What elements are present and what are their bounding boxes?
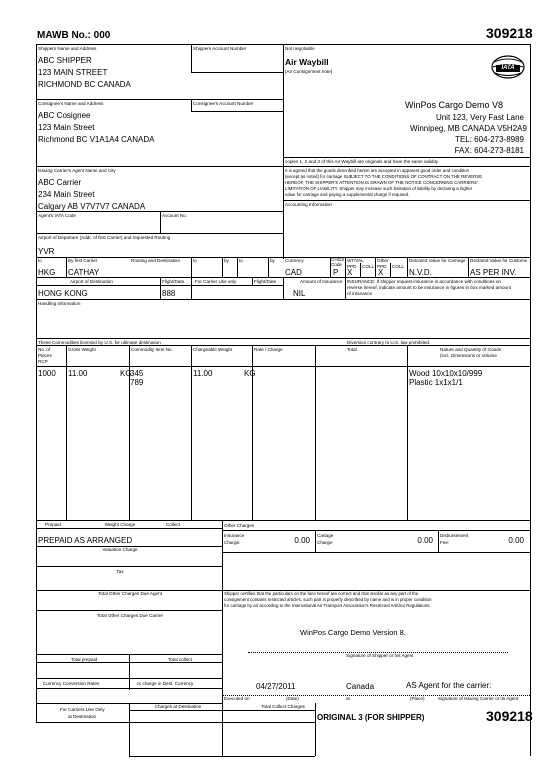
agreement-line-5: value for carriage and paying a supplemental charge if required.	[285, 192, 410, 197]
total-prepaid-tab: Total prepaid	[70, 657, 98, 662]
consignee-line-2: 123 Main Street	[38, 123, 95, 132]
destination-label: Airport of Destination	[70, 279, 113, 284]
insurance-charge-value: 0.00	[294, 536, 310, 545]
gross-weight-value: 11.00	[68, 369, 88, 378]
prepaid-tab: Prepaid	[45, 522, 61, 527]
other-value: X	[378, 268, 384, 277]
wtval-label: WT/VAL	[347, 258, 364, 263]
chargeable-weight-value: 11.00	[193, 369, 213, 378]
consignee-line-3: Richmond BC V1A1A4 CANADA	[38, 135, 155, 144]
carrier-line-1: ABC Carrier	[38, 178, 82, 187]
pieces-label-1: No. of	[38, 347, 51, 352]
shipper-signature-name: WinPos Cargo Demo Version 8.	[300, 628, 406, 637]
departure-value: YVR	[38, 247, 55, 256]
ppd2-label: PPD	[377, 264, 387, 269]
carrier-use-dest-2: at Destination	[68, 714, 97, 719]
pieces-value: 1000	[38, 369, 56, 378]
execution-place: Canada	[346, 682, 375, 691]
diversion-note: Diversion contrary to U.S. law prohibited.	[347, 340, 431, 345]
carrier-value: CATHAY	[68, 268, 100, 277]
certification-line-3: for carriage by air according to the International Air Transport Association's Restricted Articles Regulations.	[224, 603, 431, 608]
shipper-signature-label: Signature of Shipper or his Agent	[346, 653, 414, 658]
route-by3-label: by	[270, 258, 275, 263]
executed-on-label: Executed on	[224, 696, 250, 701]
chargeable-weight-unit: KG	[244, 369, 256, 378]
insurance-note-3: of insurance	[347, 291, 373, 296]
declared-customs-label: Declared Value for Customs	[470, 258, 528, 263]
account-no-label: Account No.	[162, 213, 188, 218]
commodity-value-2: 789	[130, 378, 144, 387]
first-carrier-label: By first Carrier	[68, 258, 98, 263]
charges-dest-tab: Charges at Destination	[154, 704, 202, 709]
consignment-note-label: (Air Consignment note)	[285, 69, 333, 74]
certification-line-1: Shipper certifies that the particulars on the face hereof are correct and that insofar as any part of the	[224, 591, 419, 596]
gross-weight-label: Gross Weight	[68, 347, 96, 352]
issuing-signature-label: Signature of Issuing Carrier or its Agent	[438, 696, 519, 701]
pieces-label-2: Pieces	[38, 353, 52, 358]
tax-tab: Tax	[116, 569, 124, 574]
accounting-label: Accounting Information	[285, 202, 332, 207]
coll-label: COLL	[362, 264, 375, 269]
disbursement-label-2: Fee:	[440, 540, 450, 545]
rate-label: Rate / Charge	[254, 347, 283, 352]
insurance-charge-label-1: Insurance	[224, 533, 245, 538]
route-by2-label: by	[224, 258, 229, 263]
commodity-label: Commodity Item No.	[131, 347, 173, 352]
currency-rates-tab: Currency Conversion Rates	[42, 681, 100, 686]
issuer-line-4: FAX: 604-273-8181	[454, 146, 524, 155]
commodities-note: These Commodities licensed by U.S. for ultimate destination	[38, 340, 161, 345]
chgs-value: P	[333, 268, 339, 277]
shipper-line-1: ABC SHIPPER	[38, 56, 92, 65]
departure-label: Airport of Departure (Addr. of first Carrier) and requested Routing	[38, 235, 171, 240]
flight-date2-label: Flight/Date	[254, 279, 277, 284]
issuer-line-1: Unit 123, Very Fast Lane	[435, 113, 524, 122]
insurance-note-2: reverse hereof, indicate amount to be insurance in figures in box marked amount	[347, 285, 511, 290]
agreement-line-1: It is agreed that the goods described herein are accepted in apparent good order and condition	[285, 168, 470, 173]
route-to-value: HKG	[38, 268, 56, 277]
prepaid-value: PREPAID AS ARRANGED	[38, 536, 133, 545]
nature-value-1: Wood 10x10x10/999	[409, 369, 483, 378]
iata-logo	[490, 54, 526, 84]
other-carrier-tab: Total Other Charges Due Carrier	[96, 613, 164, 618]
route-to-label: to	[38, 258, 42, 263]
insurance-label: Amount of Insurance	[300, 279, 343, 284]
currency-label: Currency	[285, 258, 304, 263]
routing-destination-label: Routing and Destination	[131, 258, 181, 263]
execution-date: 04/27/2011	[256, 682, 296, 691]
nature-label-1: Nature and Quantity of Goods	[440, 347, 502, 352]
not-negotiable-label: Not negotiable	[285, 46, 315, 51]
chgs-code-label: CHGS Code	[331, 257, 345, 267]
coll2-label: COLL	[392, 264, 405, 269]
collect-tab: Collect	[165, 522, 181, 527]
air-waybill-title: Air Waybill	[285, 57, 329, 67]
carrier-line-3: Calgary AB V7V7V7 CANADA	[38, 202, 146, 211]
disbursement-label-1: Disbursement	[440, 533, 469, 538]
agreement-line-2: (except as noted) for carriage SUBJECT TO THE CONDITIONS OF CONTRACT ON THE REVERSE	[285, 174, 483, 179]
cartage-label-2: Charge:	[317, 540, 334, 545]
insurance-charge-label-2: Charge:	[224, 540, 241, 545]
insurance-value: NIL	[293, 289, 306, 298]
shipper-account-label: Shippers Account Number	[193, 46, 247, 51]
handling-label: Handling Information	[38, 301, 81, 306]
gross-weight-unit: KG	[120, 369, 132, 378]
declared-carriage-label: Delcared Value for Carriage	[409, 258, 466, 263]
original-copy-label: ORIGINAL 3 (FOR SHIPPER)	[317, 713, 425, 722]
shipper-name-label: Shippers Name and Address	[38, 46, 97, 51]
issuer-line-2: Winnipeg, MB CANADA V5H2A9	[410, 124, 527, 133]
iata-logo-text: IATA	[501, 65, 515, 71]
flight-value: 888	[162, 289, 176, 298]
iata-code-label: Agent's IATA Code	[38, 213, 76, 218]
valuation-tab: Valuation Charge	[102, 547, 138, 552]
date-label: (Date)	[286, 696, 299, 701]
at-label: at	[346, 696, 350, 701]
total-collect-charges-tab: Total Collect Charges	[261, 704, 305, 709]
consignee-name-label: Consignee's Name and Address	[38, 101, 104, 106]
disbursement-value: 0.00	[508, 536, 524, 545]
commodity-value-1: 345	[130, 369, 144, 378]
carrier-use-dest-1: For Carriers Use Only	[60, 707, 105, 712]
shipper-line-2: 123 MAIN STREET	[38, 68, 108, 77]
other-label: Other	[377, 258, 389, 263]
declared-carriage-value: N.V.D.	[409, 268, 432, 277]
agreement-line-4: LIMITATION OF LIABILITY. Shipper may increase such limitation of liability by declaring a higher	[285, 186, 473, 191]
currency-value: CAD	[285, 268, 302, 277]
carrier-line-2: 234 Main Street	[38, 190, 95, 199]
total-label: Total	[347, 347, 357, 352]
carrier-use-label: For Carrier Use only	[195, 279, 237, 284]
other-agent-tab: Total Other Charges Due Agent	[98, 591, 162, 596]
route-to2-label: to	[193, 258, 197, 263]
destination-value: HONG KONG	[38, 289, 88, 298]
mawb-number: MAWB No.: 000	[37, 30, 111, 41]
insurance-note-1: INSURANCE: If shipper request insurance in accordance with conditions on	[347, 279, 501, 284]
shipper-line-3: RICHMOND BC CANADA	[38, 80, 131, 89]
certification-line-2: consignment contains restricted articles, such part is properly described by name and is in proper condition	[224, 597, 432, 602]
pieces-label-3: RCP	[38, 359, 48, 364]
issuer-line-3: TEL: 604-273-8989	[455, 135, 524, 144]
chargeable-label: Chargeable Weight	[193, 347, 233, 352]
agreement-line-3: HEREOF, THE SHIPPER'S ATTENTION IS DRAWN OF THE NOTICE CONCERNING CARRIERS'	[285, 180, 478, 185]
total-collect-tab: Total collect	[168, 657, 192, 662]
awb-number-top: 309218	[486, 25, 533, 41]
weight-charge-tab: Weight Charge	[104, 522, 136, 527]
cc-charge-tab: cc charge in Dest. Currency	[136, 681, 194, 686]
cartage-value: 0.00	[417, 536, 433, 545]
flight-date-label: Flight/Date	[162, 279, 185, 284]
nature-label-2: (incl. Dimensions or Volume	[440, 353, 497, 358]
issuer-company: WinPos Cargo Demo V8	[404, 100, 504, 110]
consignee-account-label: Consignee's Account Number	[193, 101, 254, 106]
consignee-line-1: ABC Cosignee	[38, 111, 91, 120]
awb-number-bottom: 309218	[486, 708, 533, 724]
originals-note: copies 1, 2 and 3 of this Air Waybill are originals and have the same validity	[285, 159, 439, 164]
ppd-label: PPD	[347, 264, 357, 269]
route-to3-label: to	[239, 258, 243, 263]
nature-value-2: Plastic 1x1x1/1	[409, 378, 463, 387]
execution-agent: AS Agent for the carrier:	[406, 681, 492, 690]
other-charges-label: Other Charges	[224, 523, 255, 528]
place-label: (Place)	[410, 696, 425, 701]
cartage-label-1: Cartage	[317, 533, 334, 538]
carrier-label: Issuing Carrier's Agent Name and City	[38, 168, 116, 173]
wtval-value: X	[347, 268, 353, 277]
declared-customs-value: AS PER INV.	[470, 268, 517, 277]
